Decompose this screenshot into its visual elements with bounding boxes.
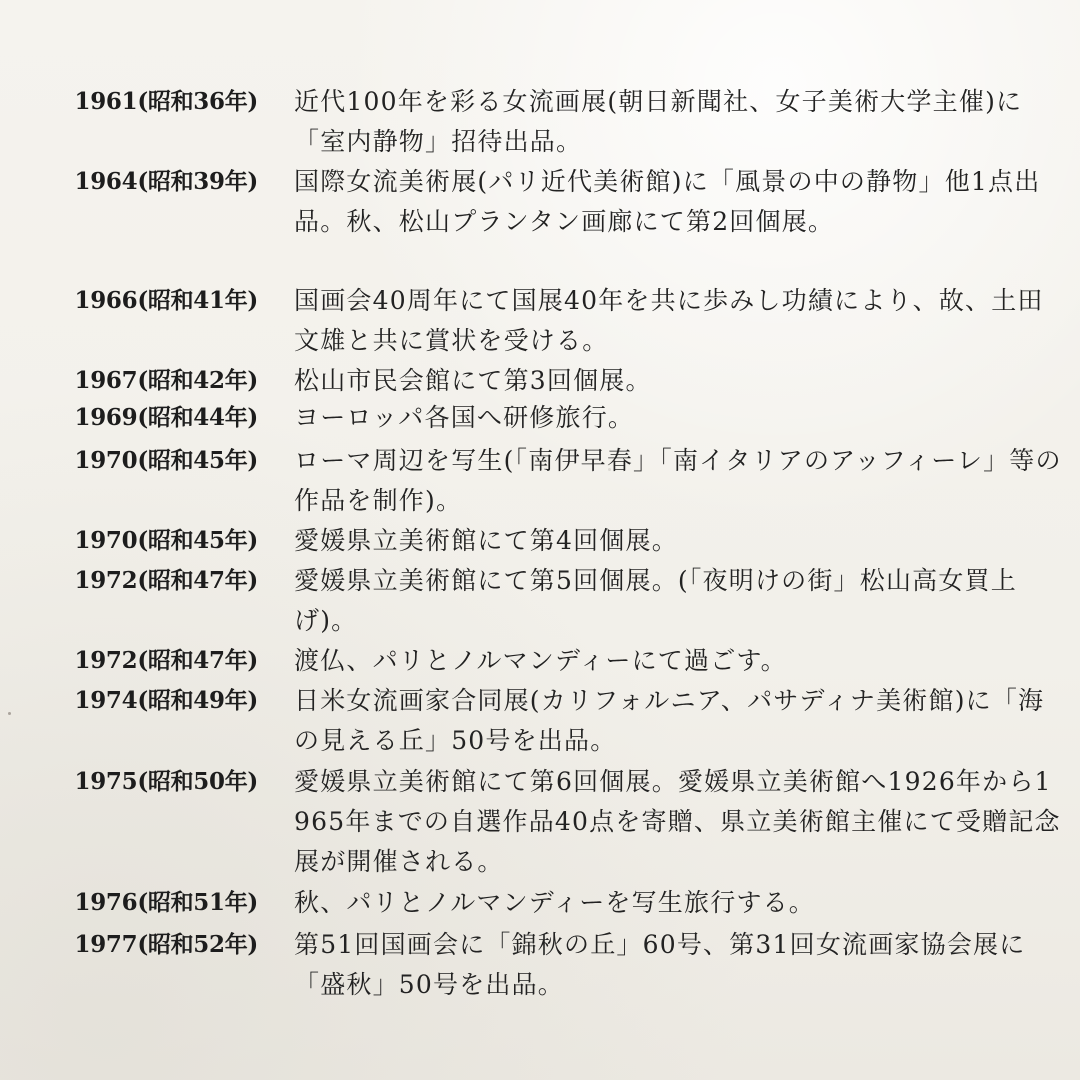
entry-year: 1969(昭和44年) <box>74 404 258 431</box>
paper-speck <box>608 468 611 471</box>
entry-year: 1964(昭和39年) <box>74 168 258 195</box>
paper-speck <box>8 712 11 715</box>
entry-text: 国画会40周年にて国展40年を共に歩みし功績により、故、土田文雄と共に賞状を受ける。 <box>294 286 1044 355</box>
entry-year: 1970(昭和45年) <box>74 447 258 474</box>
entry-year: 1967(昭和42年) <box>74 367 258 394</box>
entry-text: 松山市民会館にて第3回個展。 <box>294 366 652 395</box>
entry-year: 1976(昭和51年) <box>74 889 258 916</box>
entry-year: 1972(昭和47年) <box>74 567 258 594</box>
entry-text: 国際女流美術展(パリ近代美術館)に「風景の中の静物」他1点出品。秋、松山プランタン画廊にて第2回個展。 <box>294 167 1041 236</box>
entry-text: 第51回国画会に「錦秋の丘」60号、第31回女流画家協会展に「盛秋」50号を出品。 <box>294 930 1026 999</box>
entry-year: 1966(昭和41年) <box>74 287 258 314</box>
entry-text: 秋、パリとノルマンディーを写生旅行する。 <box>294 888 816 917</box>
entry-text: ローマ周辺を写生(「南伊早春」「南イタリアのアッフィーレ」等の作品を制作)。 <box>294 446 1062 515</box>
entry-text: 愛媛県立美術館にて第4回個展。 <box>294 526 678 555</box>
entry-text: 日米女流画家合同展(カリフォルニア、パサディナ美術館)に「海の見える丘」50号を出品。 <box>294 686 1045 755</box>
entry-text: 愛媛県立美術館にて第6回個展。愛媛県立美術館へ1926年から1965年までの自選作品40点を寄贈、県立美術館主催にて受贈記念展が開催される。 <box>294 767 1061 876</box>
entry-year: 1970(昭和45年) <box>74 527 258 554</box>
entry-year: 1977(昭和52年) <box>74 931 258 958</box>
entry-text: 近代100年を彩る女流画展(朝日新聞社、女子美術大学主催)に「室内静物」招待出品。 <box>294 87 1023 156</box>
entry-year: 1961(昭和36年) <box>74 88 258 115</box>
entry-text: ヨーロッパ各国へ研修旅行。 <box>294 403 635 432</box>
entry-year: 1972(昭和47年) <box>74 647 258 674</box>
entry-year: 1974(昭和49年) <box>74 687 258 714</box>
entry-year: 1975(昭和50年) <box>74 768 258 795</box>
entry-text: 愛媛県立美術館にて第5回個展。(「夜明けの街」松山高女買上げ)。 <box>294 566 1017 635</box>
entry-text: 渡仏、パリとノルマンディーにて過ごす。 <box>294 646 787 675</box>
